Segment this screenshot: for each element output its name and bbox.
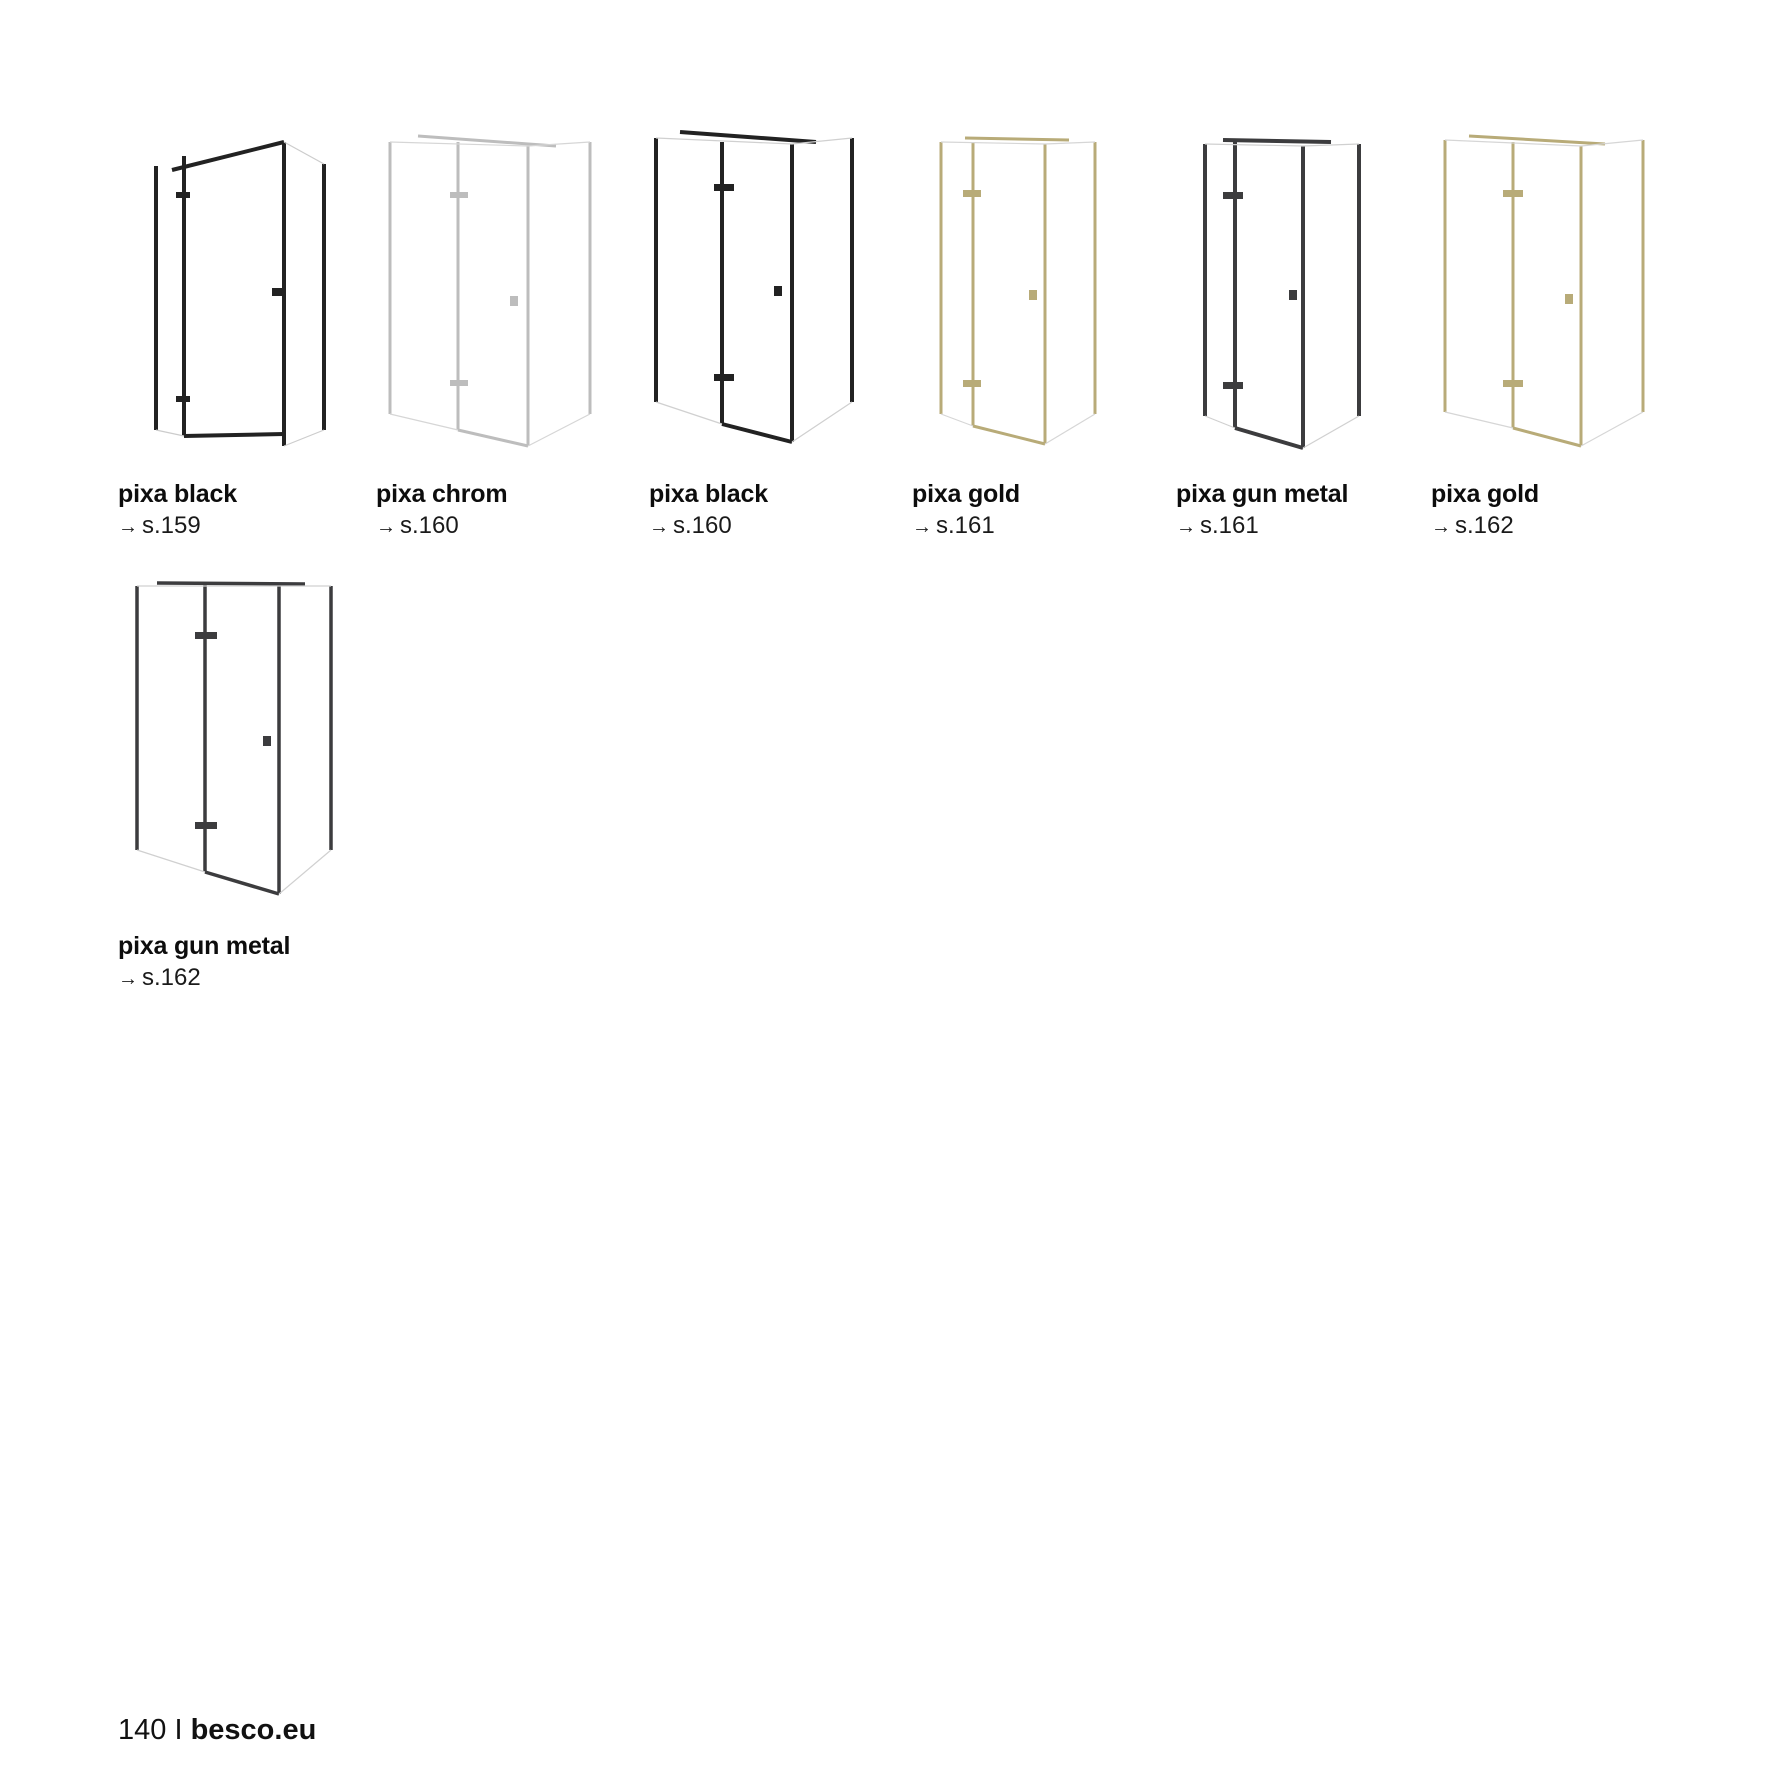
shower-enclosure-icon <box>133 580 353 900</box>
arrow-right-icon: → <box>376 516 396 538</box>
shower-enclosure-icon <box>148 130 348 450</box>
product-name: pixa black <box>118 480 237 508</box>
product-name: pixa chrom <box>376 480 508 508</box>
shower-enclosure-icon <box>1201 130 1401 450</box>
shower-enclosure-icon <box>654 130 874 450</box>
page-reference[interactable]: → s.160 <box>649 512 732 539</box>
page-number: 140 <box>118 1714 167 1746</box>
arrow-right-icon: → <box>912 516 932 538</box>
product-name: pixa gun metal <box>118 932 291 960</box>
arrow-right-icon: → <box>1431 516 1451 538</box>
page-reference[interactable]: → s.161 <box>1176 512 1259 539</box>
shower-enclosure-icon <box>1441 130 1661 450</box>
page-reference[interactable]: → s.159 <box>118 512 201 539</box>
footer-separator: I <box>174 1714 183 1746</box>
page-reference[interactable]: → s.162 <box>118 964 201 991</box>
arrow-right-icon: → <box>118 516 138 538</box>
page-reference[interactable]: → s.162 <box>1431 512 1514 539</box>
arrow-right-icon: → <box>1176 516 1196 538</box>
product-name: pixa gold <box>1431 480 1539 508</box>
product-name: pixa gun metal <box>1176 480 1349 508</box>
page-reference[interactable]: → s.160 <box>376 512 459 539</box>
arrow-right-icon: → <box>649 516 669 538</box>
arrow-right-icon: → <box>118 968 138 990</box>
product-name: pixa black <box>649 480 768 508</box>
page-reference[interactable]: → s.161 <box>912 512 995 539</box>
product-name: pixa gold <box>912 480 1020 508</box>
shower-enclosure-icon <box>386 130 606 450</box>
shower-enclosure-icon <box>937 130 1137 450</box>
page-footer <box>118 1714 316 1747</box>
website-link[interactable]: besco.eu <box>190 1714 317 1746</box>
